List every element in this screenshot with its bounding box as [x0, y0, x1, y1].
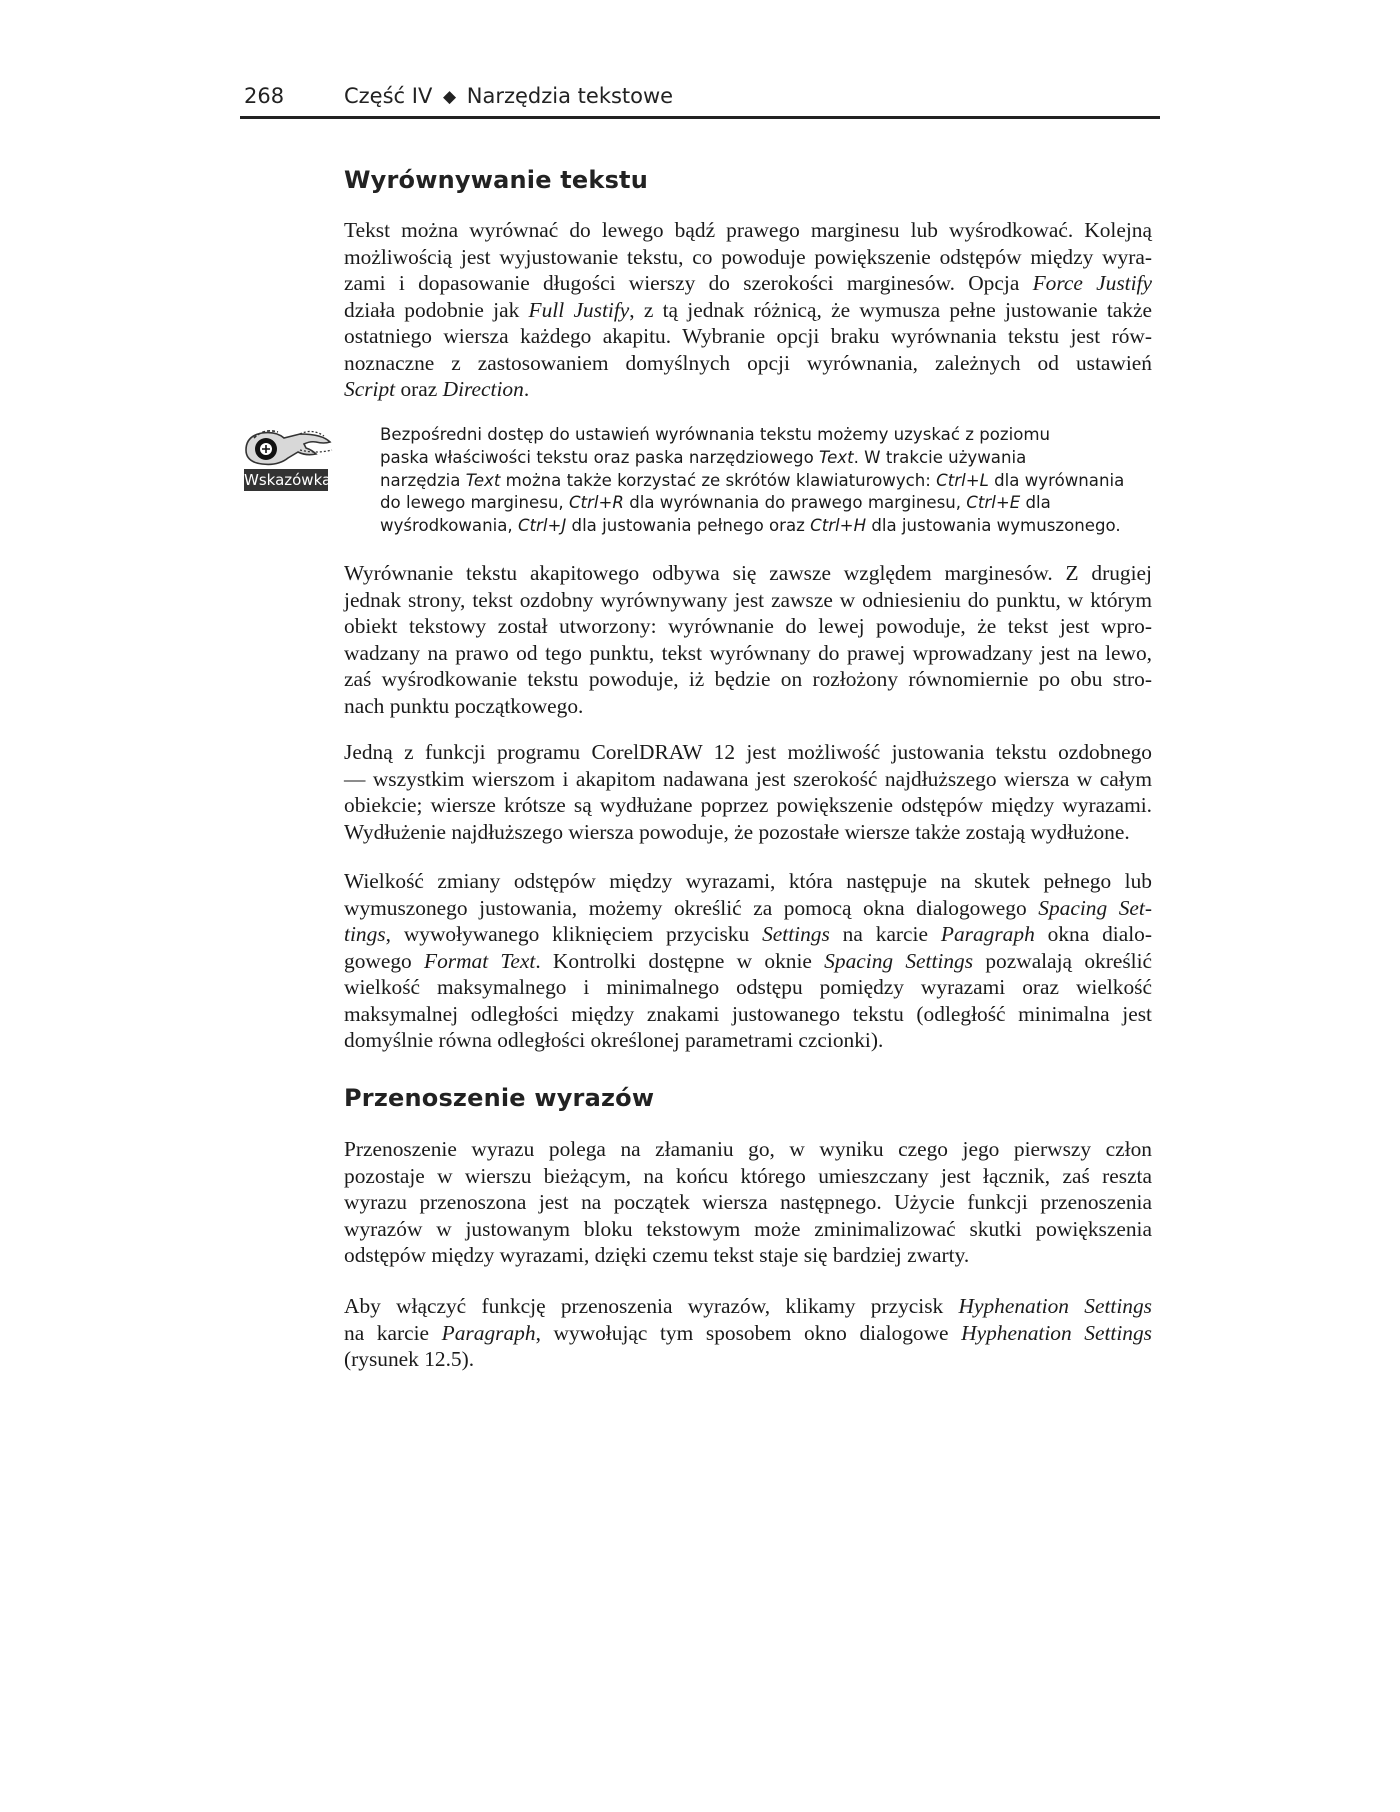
text-line: narzędzia Text można także korzystać ze skrótów klawiaturowych: Ctrl+L dla wyrównania: [380, 470, 1125, 490]
running-title: [344, 84, 673, 108]
text-line: Jedną z funkcji programu CorelDRAW 12 jest możliwość justowania tekstu ozdobnego: [344, 740, 1152, 764]
section-heading-alignment: Wyrównywanie tekstu: [344, 166, 649, 194]
text-line: Aby włączyć funkcję przenoszenia wyrazów, klikamy przycisk Hyphenation Settings: [344, 1294, 1152, 1318]
text-line: wymuszonego justowania, możemy określić za pomocą okna dialogowego Spacing Set-: [344, 895, 1152, 920]
text-line: Przenoszenie wyrazu polega na złamaniu go, w wyniku czego jego pierwszy człon: [344, 1137, 1152, 1161]
text-line: wielkość maksymalnego i minimalnego odstępu pomiędzy wyrazami oraz wielkość: [344, 975, 1152, 999]
part-label: Część IV: [344, 84, 433, 108]
text-line: jednak strony, tekst ozdobny wyrównywany jest zawsze w odniesieniu do punktu, w którym: [344, 587, 1152, 612]
text-line: zaś wyśrodkowanie tekstu powoduje, iż będzie on rozłożony równomiernie po obu stro-: [344, 667, 1152, 691]
text-line: maksymalnej odległości między znakami justowanego tekstu (odległość minimalna jest: [344, 1001, 1152, 1026]
paragraph: [344, 217, 1152, 403]
text-line: Script oraz Direction.: [344, 377, 530, 401]
text-line: działa podobnie jak Full Justify, z tą jednak różnicą, że wymusza pełne justowanie także: [344, 297, 1152, 322]
paragraph: [344, 1136, 1152, 1269]
paragraph: [344, 739, 1152, 845]
tip-box: [240, 424, 1160, 544]
text-line: (rysunek 12.5).: [344, 1347, 475, 1371]
page-number: 268: [244, 84, 285, 108]
text-line: wyśrodkowania, Ctrl+J dla justowania pełnego oraz Ctrl+H dla justowania wymuszonego.: [380, 516, 1121, 536]
chapter-title: Narzędzia tekstowe: [466, 84, 674, 108]
text-line: pozostaje w wierszu bieżącym, na końcu którego umieszczany jest łącznik, zaś reszta: [344, 1163, 1152, 1188]
text-line: — wszystkim wierszom i akapitom nadawana jest szerokość najdłuższego wiersza w całym: [344, 766, 1152, 791]
text-line: obiekt tekstowy został utworzony: wyrównanie do lewej powoduje, że tekst jest wpro-: [344, 614, 1152, 638]
running-header: [240, 84, 1160, 119]
text-line: Bezpośredni dostęp do ustawień wyrównania tekstu możemy uzyskać z poziomu: [380, 425, 1051, 444]
tip-text: [380, 424, 1160, 538]
text-line: domyślnie równa odległości określonej parametrami czcionki).: [344, 1028, 884, 1052]
text-line: noznaczne z zastosowaniem domyślnych opcji wyrównania, zależnych od ustawień: [344, 350, 1152, 375]
text-line: ostatniego wiersza każdego akapitu. Wybranie opcji braku wyrównania tekstu jest rów-: [344, 324, 1152, 348]
paragraph: [344, 560, 1152, 719]
text-line: odstępów między wyrazami, dzięki czemu tekst staje się bardziej zwarty.: [344, 1243, 970, 1267]
text-line: obiekcie; wiersze krótsze są wydłużane poprzez powiększenie odstępów między wyrazami.: [344, 793, 1152, 817]
diamond-separator-icon: ◆: [443, 87, 457, 107]
text-line: wadzany na prawo od tego punktu, tekst wyrównany do prawej wprowadzany jest na lewo,: [344, 640, 1152, 665]
text-line: Wydłużenie najdłuższego wiersza powoduje, że pozostałe wiersze także zostają wydłużone.: [344, 819, 1130, 844]
text-line: gowego Format Text. Kontrolki dostępne w oknie Spacing Settings pozwalają określić: [344, 948, 1153, 973]
section-heading-hyphenation: Przenoszenie wyrazów: [344, 1084, 655, 1112]
pointing-hand-icon: [240, 424, 340, 494]
text-line: wyrazu przenoszona jest na początek wiersza następnego. Użycie funkcji przenoszenia: [344, 1190, 1152, 1214]
text-line: tings, wywoływanego kliknięciem przycisku Settings na karcie Paragraph okna dialo-: [344, 922, 1152, 946]
text-line: nach punktu początkowego.: [344, 693, 584, 718]
text-line: na karcie Paragraph, wywołując tym sposobem okno dialogowe Hyphenation Settings: [344, 1320, 1153, 1345]
paragraph: [344, 868, 1152, 1054]
text-line: paska właściwości tekstu oraz paska narzędziowego Text. W trakcie używania: [380, 447, 1027, 467]
text-line: wyrazów w justowanym bloku tekstowym może zminimalizować skutki powiększenia: [344, 1216, 1152, 1241]
paragraph: [344, 1293, 1152, 1373]
text-line: zami i dopasowanie długości wierszy do szerokości marginesów. Opcja Force Justify: [344, 271, 1152, 295]
text-line: Wielkość zmiany odstępów między wyrazami, która następuje na skutek pełnego lub: [344, 869, 1152, 893]
text-line: do lewego marginesu, Ctrl+R dla wyrównania do prawego marginesu, Ctrl+E dla: [380, 493, 1051, 513]
text-line: Tekst można wyrównać do lewego bądź prawego marginesu lub wyśrodkować. Kolejną: [344, 218, 1152, 242]
tip-label: Wskazówka: [244, 471, 332, 489]
text-line: możliwością jest wyjustowanie tekstu, co powoduje powiększenie odstępów między wyra-: [344, 244, 1152, 269]
text-line: Wyrównanie tekstu akapitowego odbywa się zawsze względem marginesów. Z drugiej: [344, 561, 1152, 585]
